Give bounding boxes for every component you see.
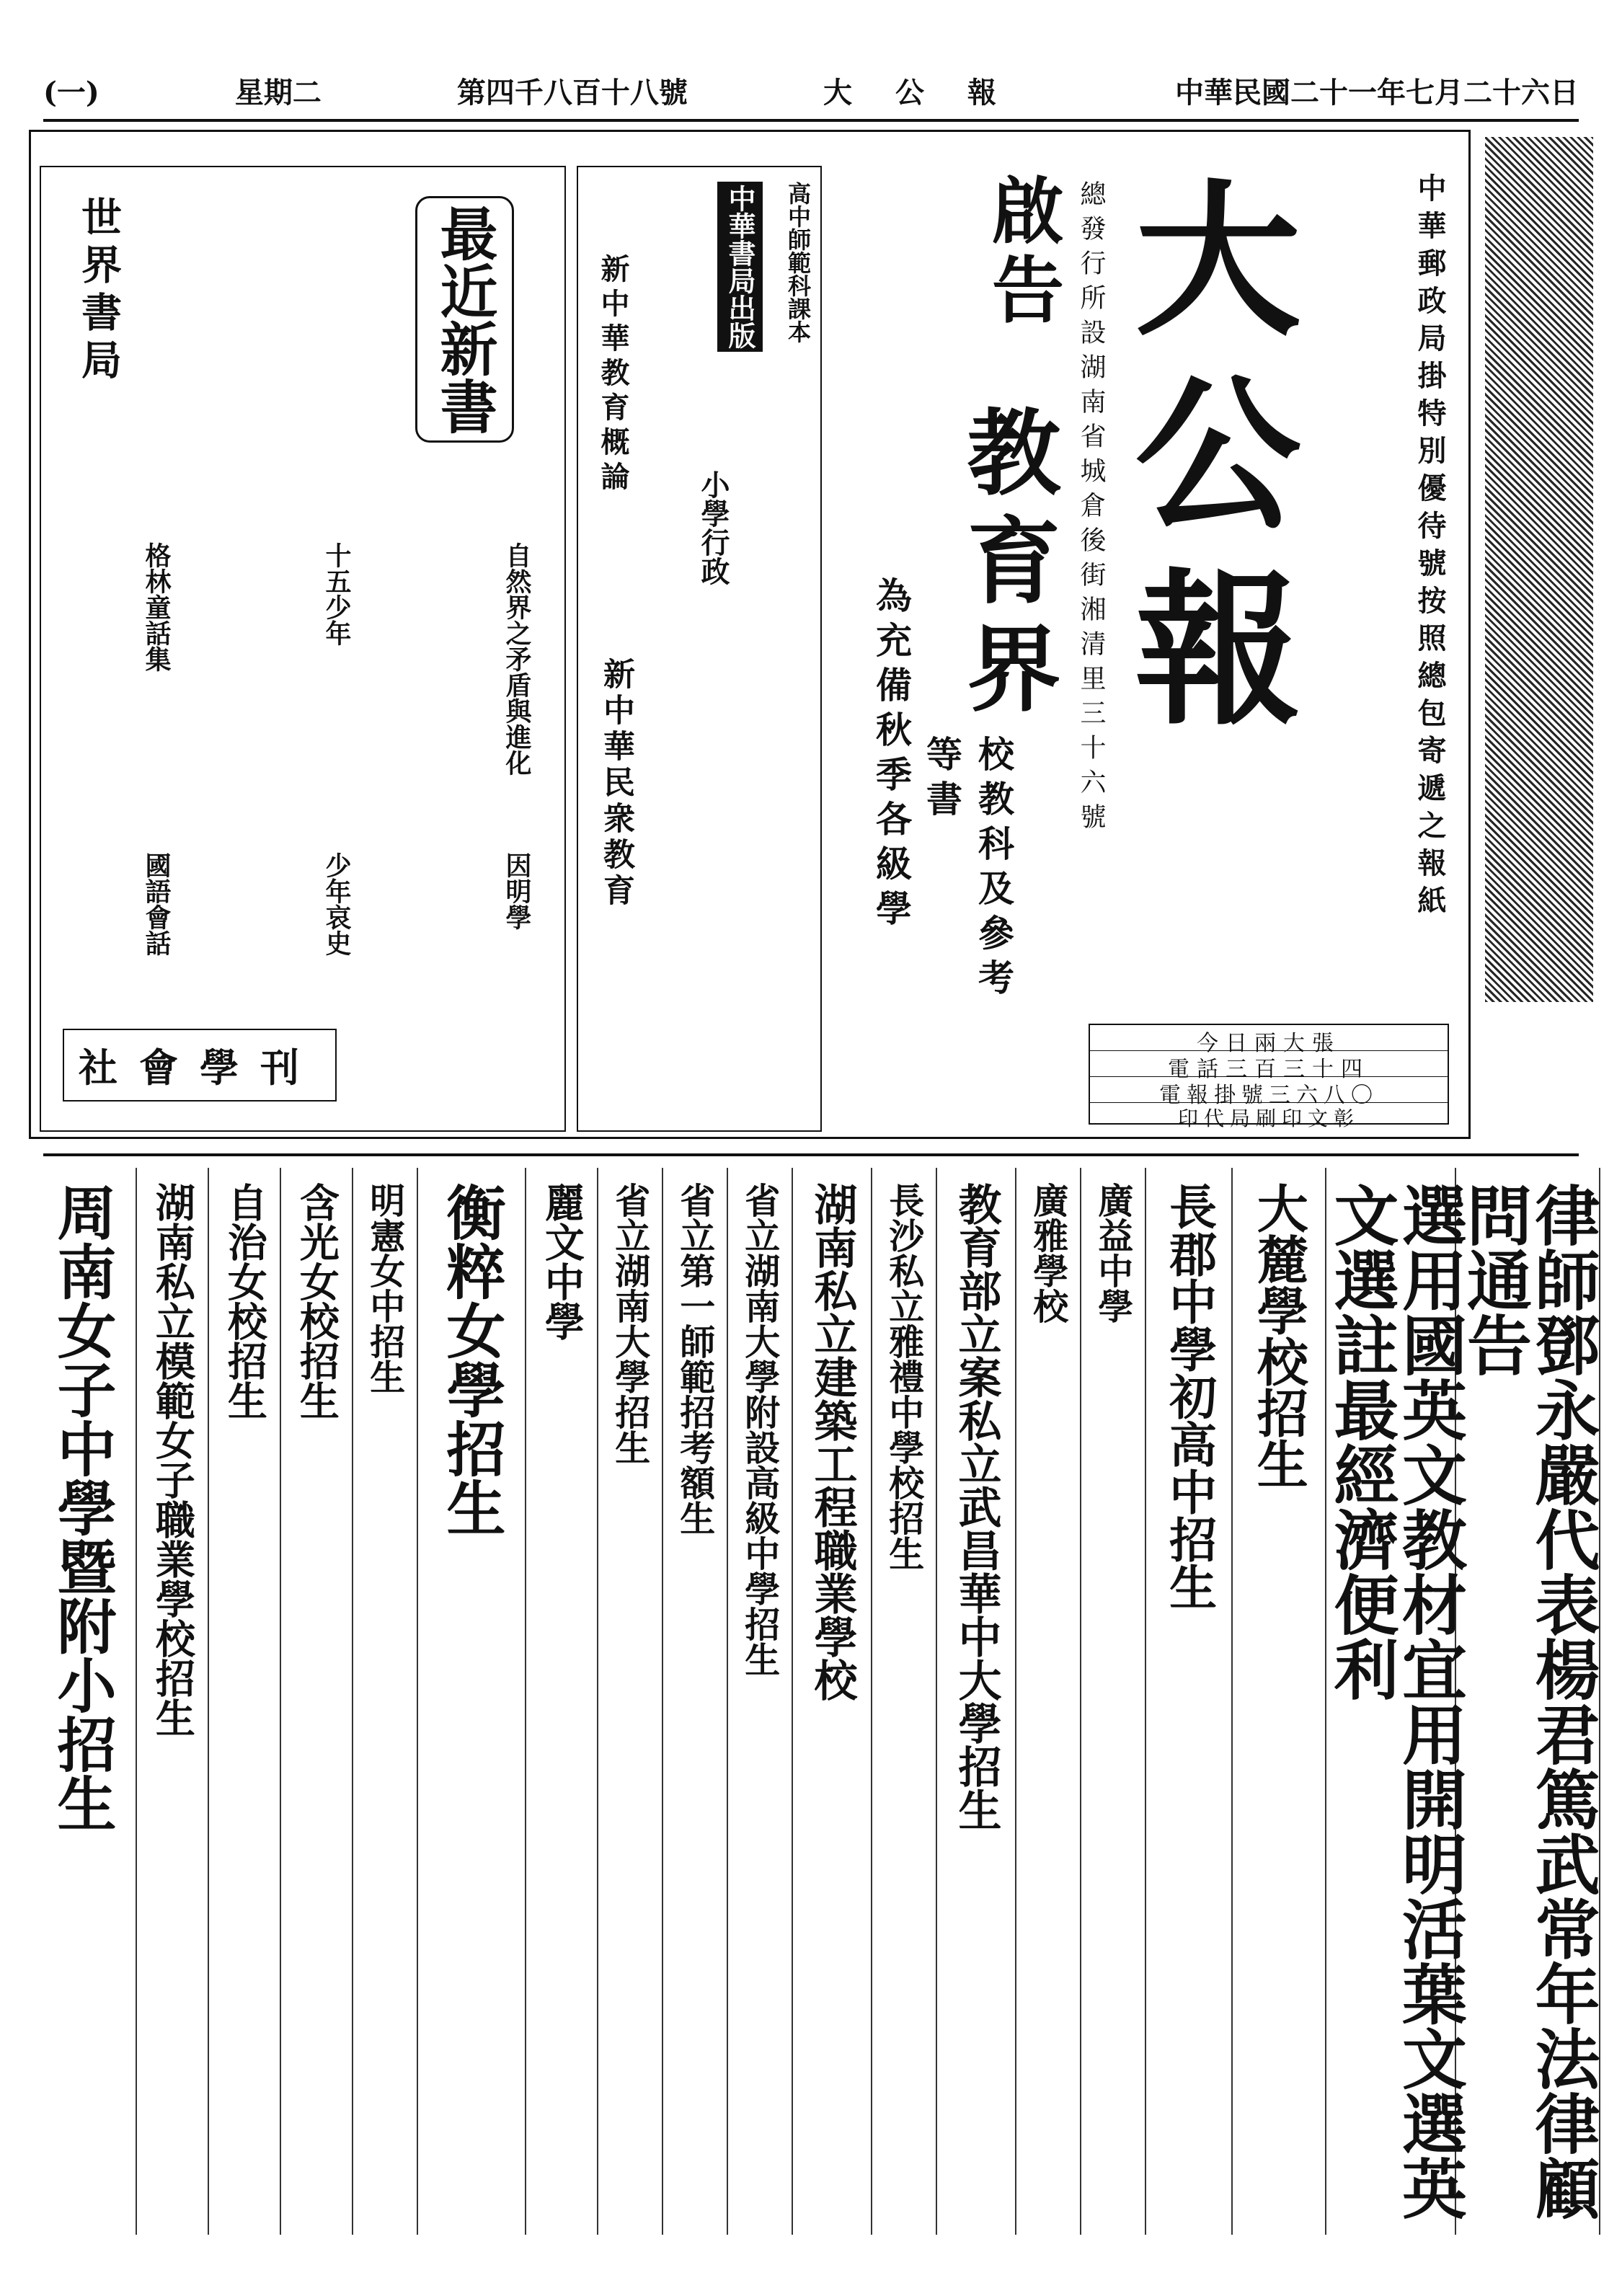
edu-circle-title: 教育界: [952, 404, 1062, 728]
edu-circle-ad: [836, 144, 1074, 1024]
right-edge-image: [1485, 137, 1593, 1002]
bottom-ad: [137, 1168, 209, 2235]
postal-notice: 中華郵政局掛特別優待號按照總包寄遞之報紙: [1413, 173, 1447, 923]
bottom-ad-title: 大麓學校招生: [1249, 1182, 1310, 1489]
bottom-ad-title: 省立第一師範招考額生: [674, 1182, 717, 1535]
bottom-ad: [526, 1168, 598, 2235]
world-books-title-6: 國語會話: [141, 852, 172, 956]
bottom-ad: [209, 1168, 281, 2235]
masthead-info: [1089, 1024, 1449, 1130]
bottom-ad-title: 廣雅學校: [1027, 1182, 1070, 1324]
bottom-ad-title: 廣益中學: [1092, 1182, 1135, 1324]
bottom-ad: [1146, 1168, 1233, 2235]
bottom-ad-title: 教育部立案私立武昌華中大學招生: [951, 1182, 1002, 1831]
bottom-ad: [793, 1168, 872, 2235]
world-books-badge: 最近新書: [415, 196, 514, 443]
zhonghua-new: 新中華民衆教育: [598, 657, 634, 910]
bottom-ad: [598, 1168, 663, 2235]
bottom-ad: [663, 1168, 728, 2235]
bottom-ad: [1322, 1168, 1467, 2235]
zhonghua-top: 中華書局出版: [717, 182, 763, 352]
bottom-ad-title: 選用國英文教材宜用開明活葉文選英文選註最經濟便利: [1322, 1182, 1467, 2220]
bottom-ad-title: 麗文中學: [538, 1182, 585, 1341]
world-books-title-3: 十五少年: [322, 542, 352, 646]
phone: 電話三百三十四: [1090, 1051, 1448, 1077]
bottom-ad-title: 含光女校招生: [293, 1182, 340, 1420]
bottom-ads: [29, 1168, 1600, 2249]
edu-circle-sub1: 為充備秋季各級學: [870, 577, 913, 934]
issue-number: 第四千八百十八號: [456, 75, 688, 110]
bottom-ad-title: 湖南私立模範女子職業學校招生: [149, 1182, 196, 1737]
printer: 印代局刷印文彰: [1177, 1107, 1360, 1130]
bottom-ad: [1456, 1168, 1600, 2235]
bottom-ad: [29, 1168, 137, 2235]
bottom-ad: [872, 1168, 937, 2235]
bottom-ad: [1081, 1168, 1146, 2235]
bottom-ad-title: 省立湖南大學附設高級中學招生: [739, 1182, 781, 1677]
masthead-block: [1074, 144, 1449, 995]
edu-circle-sub2: 校教科及參考等書: [921, 735, 1015, 1003]
zhonghua-series: 高中師範科課本: [784, 182, 812, 343]
world-books-title-1: 自然界之矛盾與進化: [502, 542, 532, 776]
bottom-ad-title: 省立湖南大學招生: [609, 1182, 652, 1465]
bottom-ad-title: 律師鄧永嚴代表楊君篤武常年法律顧問通告: [1455, 1182, 1600, 2220]
bottom-ad-title: 長沙私立雅禮中學校招生: [883, 1182, 926, 1571]
bottom-ad: [728, 1168, 793, 2235]
bottom-ad-title: 明憲女中招生: [364, 1182, 407, 1394]
bottom-ad: [1233, 1168, 1326, 2235]
bottom-ad: [937, 1168, 1016, 2235]
masthead-title: 大公報: [1107, 173, 1301, 757]
bottom-ad: [1016, 1168, 1081, 2235]
bottom-ad: [418, 1168, 526, 2235]
zhonghua-ad: [577, 166, 822, 1132]
distribution-address: 總發行所設湖南省城倉後街湘清里三十六號: [1076, 180, 1106, 838]
date-line: 中華民國二十一年七月二十六日: [1174, 75, 1579, 110]
world-books-ad: [40, 166, 566, 1132]
header-bar: [43, 68, 1579, 112]
world-books-publisher: 世界書局: [75, 196, 123, 386]
edu-circle-label: 啟告: [980, 173, 1065, 332]
paper-name-small: 大公報: [823, 75, 1040, 110]
social-monthly: 社會學刊: [63, 1029, 337, 1102]
world-books-title-4: 少年哀史: [322, 852, 352, 956]
bottom-ad: [281, 1168, 353, 2235]
zhonghua-title: 新中華教育概論: [596, 254, 630, 496]
bottom-ad-title: 衡粹女學招生: [437, 1182, 507, 1537]
bottom-ad-title: 湖南私立建築工程職業學校: [807, 1182, 858, 1701]
world-books-title-2: 因明學: [502, 852, 532, 930]
today-pages: 今日兩大張: [1090, 1025, 1448, 1051]
world-books-title-5: 格林童話集: [141, 542, 172, 672]
weekday: 星期二: [234, 75, 322, 110]
mid-rule: [43, 1153, 1579, 1156]
bottom-ad-title: 自治女校招生: [221, 1182, 268, 1420]
page-number: (一): [43, 75, 99, 110]
bottom-ad: [353, 1168, 418, 2235]
bottom-ad-title: 長郡中學初高中招生: [1161, 1182, 1218, 1610]
telegraph: 電報掛號三六八〇: [1090, 1077, 1448, 1103]
bottom-ad-title: 周南女子中學暨附小招生: [48, 1182, 118, 1832]
zhonghua-sub: 小學行政: [696, 470, 730, 585]
header-rule: [43, 119, 1579, 122]
